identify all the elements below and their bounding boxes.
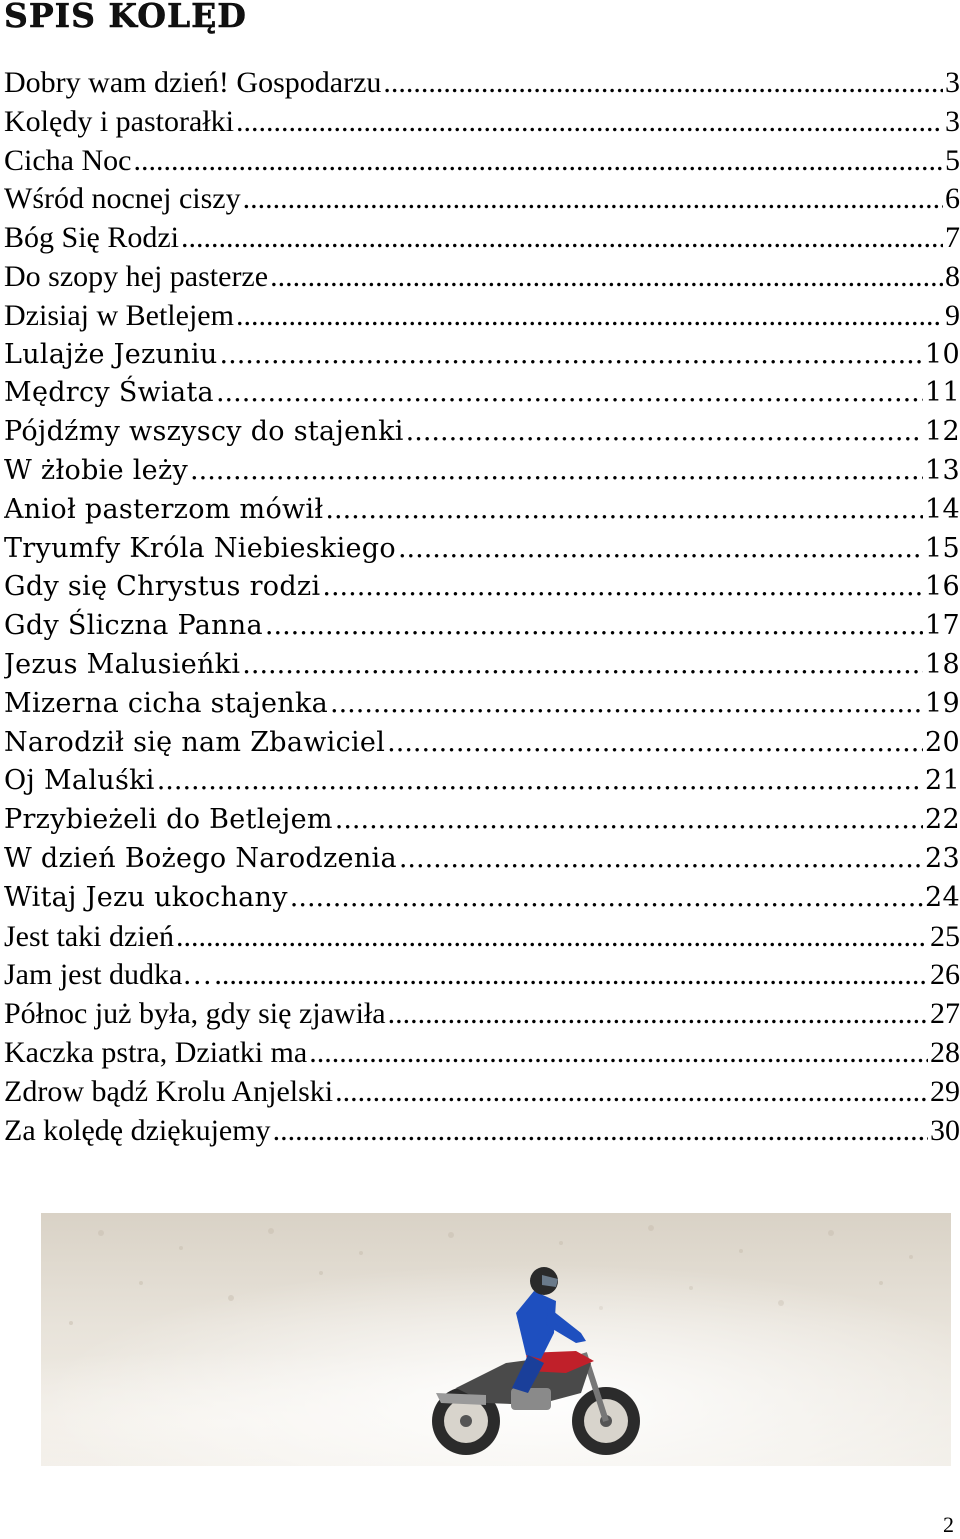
toc-dot-leader — [214, 956, 928, 995]
toc-dot-leader — [265, 607, 923, 646]
toc-entry-page: 3 — [945, 104, 960, 138]
toc-entry-page: 11 — [925, 377, 960, 409]
toc-dot-leader — [309, 1034, 928, 1073]
toc-entry-page: 7 — [945, 221, 960, 255]
toc-entry-page: 15 — [925, 532, 960, 564]
toc-dot-leader — [220, 336, 923, 375]
toc-dot-leader — [398, 530, 923, 569]
toc-entry-title: Jezus Malusieńki — [4, 648, 241, 680]
toc-dot-leader — [399, 840, 923, 879]
toc-entry-title: W dzień Bożego Narodzenia — [4, 842, 397, 874]
toc-entry-title: Wśród nocnej ciszy — [4, 182, 241, 216]
toc-entry[interactable] — [4, 336, 960, 375]
toc-dot-leader — [335, 1073, 928, 1112]
toc-entry[interactable] — [4, 64, 960, 103]
toc-dot-leader — [243, 180, 943, 219]
motorcycle-illustration — [41, 1213, 951, 1466]
toc-entry-title: Lulajże Jezuniu — [4, 338, 218, 370]
toc-entry-page: 13 — [925, 454, 960, 486]
toc-entry-title: W żłobie leży — [4, 454, 189, 486]
toc-entry-page: 8 — [945, 259, 960, 293]
table-of-contents — [4, 64, 960, 1150]
toc-dot-leader — [383, 64, 943, 103]
toc-entry-title: Anioł pasterzom mówił — [4, 493, 324, 525]
toc-entry[interactable] — [4, 724, 960, 763]
toc-entry-page: 28 — [930, 1035, 960, 1069]
toc-dot-leader — [322, 568, 923, 607]
toc-entry-title: Mizerna cicha stajenka — [4, 687, 329, 719]
toc-dot-leader — [176, 918, 928, 957]
toc-entry[interactable] — [4, 297, 960, 336]
toc-dot-leader — [133, 142, 943, 181]
toc-entry-page: 14 — [925, 493, 960, 525]
toc-dot-leader — [290, 879, 923, 918]
toc-dot-leader — [236, 297, 943, 336]
toc-dot-leader — [273, 1112, 928, 1151]
toc-entry-title: Gdy się Chrystus rodzi — [4, 571, 321, 603]
toc-entry-title: Gdy Śliczna Panna — [4, 610, 263, 642]
toc-entry-page: 16 — [925, 571, 960, 603]
toc-entry[interactable] — [4, 142, 960, 181]
toc-entry-title: Dobry wam dzień! Gospodarzu — [4, 66, 382, 99]
toc-entry-page: 9 — [945, 298, 960, 332]
toc-entry-title: Do szopy hej pasterze — [4, 259, 269, 293]
toc-entry-title: Zdrow bądź Krolu Anjelski — [4, 1074, 334, 1108]
toc-entry-title: Tryumfy Króla Niebieskiego — [4, 532, 396, 564]
toc-entry-title: Jest taki dzień — [4, 919, 174, 953]
toc-dot-leader — [406, 413, 923, 452]
toc-entry[interactable] — [4, 646, 960, 685]
toc-entry[interactable] — [4, 530, 960, 569]
toc-dot-leader — [236, 103, 943, 142]
toc-dot-leader — [216, 374, 923, 413]
toc-entry-page: 6 — [945, 182, 960, 216]
toc-dot-leader — [388, 995, 928, 1034]
toc-entry-title: Dzisiaj w Betlejem — [4, 298, 234, 332]
page-title: SPIS KOLĘD — [4, 0, 247, 35]
toc-entry-title: Narodził się nam Zbawiciel — [4, 726, 386, 758]
toc-entry-page: 24 — [925, 881, 960, 913]
toc-entry-page: 21 — [925, 765, 960, 797]
toc-entry[interactable] — [4, 995, 960, 1034]
toc-entry-page: 22 — [925, 804, 960, 836]
toc-entry[interactable] — [4, 607, 960, 646]
page-number: 2 — [943, 1512, 954, 1537]
toc-entry-title: Kolędy i pastorałki — [4, 104, 234, 138]
toc-entry-title: Jam jest dudka… — [4, 958, 213, 992]
toc-entry[interactable] — [4, 1112, 960, 1151]
toc-entry[interactable] — [4, 413, 960, 452]
toc-entry[interactable] — [4, 452, 960, 491]
toc-entry-page: 5 — [945, 143, 960, 177]
toc-entry-page: 29 — [930, 1074, 960, 1108]
toc-dot-leader — [335, 801, 923, 840]
toc-dot-leader — [190, 452, 923, 491]
toc-entry[interactable] — [4, 374, 960, 413]
toc-entry[interactable] — [4, 762, 960, 801]
toc-entry-page: 17 — [925, 610, 960, 642]
toc-entry-page: 23 — [925, 842, 960, 874]
toc-entry[interactable] — [4, 1073, 960, 1112]
toc-entry-page: 25 — [930, 919, 960, 953]
toc-entry[interactable] — [4, 956, 960, 995]
toc-entry[interactable] — [4, 219, 960, 258]
toc-entry-page: 10 — [925, 338, 960, 370]
toc-entry-page: 26 — [930, 958, 960, 992]
toc-entry-title: Północ już była, gdy się zjawiła — [4, 997, 386, 1031]
toc-dot-leader — [325, 491, 923, 530]
toc-entry[interactable] — [4, 491, 960, 530]
toc-entry[interactable] — [4, 685, 960, 724]
toc-entry-title: Bóg Się Rodzi — [4, 221, 180, 255]
toc-entry[interactable] — [4, 1034, 960, 1073]
toc-entry-title: Kaczka pstra, Dziatki ma — [4, 1035, 308, 1069]
toc-entry-title: Witaj Jezu ukochany — [4, 881, 288, 913]
toc-dot-leader — [330, 685, 923, 724]
toc-entry-title: Pójdźmy wszyscy do stajenki — [4, 416, 404, 448]
toc-dot-leader — [387, 724, 923, 763]
toc-entry-page: 20 — [925, 726, 960, 758]
toc-dot-leader — [242, 646, 923, 685]
toc-entry[interactable] — [4, 879, 960, 918]
toc-entry[interactable] — [4, 801, 960, 840]
toc-entry-title: Oj Maluśki — [4, 765, 155, 797]
toc-entry-page: 19 — [925, 687, 960, 719]
toc-entry[interactable] — [4, 840, 960, 879]
toc-entry-page: 12 — [925, 416, 960, 448]
toc-entry-title: Przybieżeli do Betlejem — [4, 804, 333, 836]
toc-entry[interactable] — [4, 918, 960, 957]
toc-dot-leader — [270, 258, 943, 297]
toc-entry[interactable] — [4, 258, 960, 297]
toc-dot-leader — [157, 762, 923, 801]
toc-entry-title: Mędrcy Świata — [4, 377, 214, 409]
toc-entry[interactable] — [4, 103, 960, 142]
toc-entry[interactable] — [4, 568, 960, 607]
motorcycle-photo — [41, 1213, 951, 1466]
toc-entry-title: Cicha Noc — [4, 143, 132, 177]
toc-dot-leader — [181, 219, 943, 258]
toc-entry-page: 27 — [930, 997, 960, 1031]
toc-entry-page: 3 — [945, 66, 960, 99]
toc-entry-page: 18 — [925, 648, 960, 680]
toc-entry[interactable] — [4, 180, 960, 219]
toc-entry-page: 30 — [930, 1113, 960, 1147]
toc-entry-title: Za kolędę dziękujemy — [4, 1113, 271, 1147]
